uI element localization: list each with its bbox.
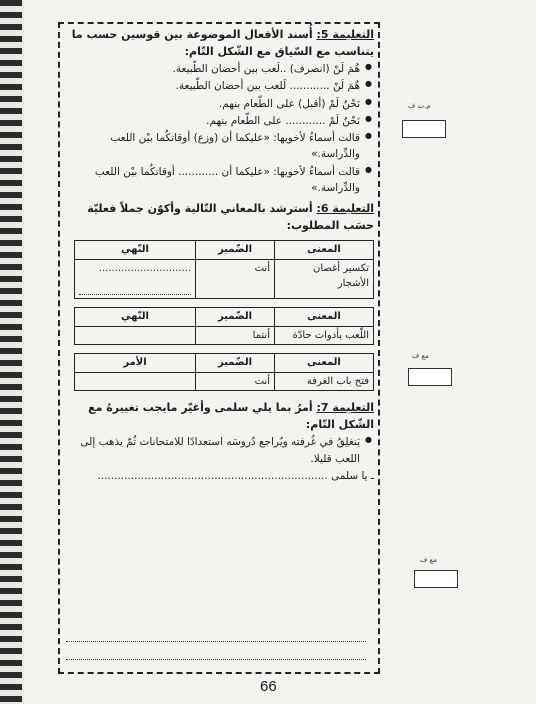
answer-line[interactable]: [79, 278, 191, 295]
table-cell-meaning: تكسير أغصان الأشجار: [275, 259, 374, 299]
task5-list: [62, 61, 374, 196]
table-cell-pronoun: أنت: [196, 259, 275, 299]
task5-title: [62, 26, 374, 60]
side-label-3: مع ف: [420, 556, 437, 564]
task6-label: التعليمة 6:: [316, 202, 374, 216]
table-cell-answer[interactable]: [75, 259, 196, 299]
table-header: المعنى: [275, 354, 374, 373]
table-cell-meaning: اللّعب بأدوات حادّة: [275, 326, 374, 345]
page-number: 66: [260, 678, 277, 695]
task6-instruction: أسترشد بالمعاني التّالية وأكوّن جملاً فعليّة حسَب المطلوب:: [87, 202, 374, 233]
list-item[interactable]: ● نَحْنُ لَمْ ............ على الطّعام بنهم.: [62, 113, 360, 129]
task6-table-3: [74, 353, 374, 391]
binding-holes: [0, 0, 22, 704]
table-cell-answer[interactable]: [75, 326, 196, 345]
list-item: ● هُمَ لَنْ (انصرف) ..لَعب بين أحضان الطّبيعة.: [62, 61, 360, 77]
list-item[interactable]: ● هُمَ لَنْ ............ لَلعب بين أحضان الطّبيعة.: [62, 78, 360, 94]
task6-title: [62, 200, 374, 234]
table-header: الضّمير: [196, 308, 275, 327]
table-cell-answer[interactable]: [75, 372, 196, 391]
table-cell-pronoun: أنتما: [196, 326, 275, 345]
table-header: الضّمير: [196, 241, 275, 260]
list-item: ● نَحْنُ لَمْ (أقبل) على الطّعام بنهم.: [62, 96, 360, 112]
task5-instruction: أُسند الأفعال الموضوعة بين قوسين حسب ما يتناسب مع السّياق مع الشّكل التّام:: [71, 28, 374, 59]
table-header: النّهي: [75, 241, 196, 260]
answer-line[interactable]: [66, 658, 366, 660]
list-item[interactable]: ● قالت أسماءُ لأخويها: «عليكما أن ............ أوقاتكُما بيْن اللعب والدِّراسة.»: [62, 164, 360, 197]
task7-list: [62, 434, 374, 467]
score-box-2[interactable]: [408, 368, 452, 386]
table-cell-pronoun: أنت: [196, 372, 275, 391]
task7-label: التعليمة 7:: [316, 401, 374, 415]
side-label-2: مع ف: [412, 352, 429, 360]
worksheet-content: [62, 26, 374, 485]
answer-dots: .............................: [98, 262, 191, 274]
task7-answer-start[interactable]: ـ يا سلمى .....................................................................: [97, 469, 374, 482]
list-item: ● يَنغلِقُ في غُرفته ويُراجع دُروسَه استعدادًا للامتحانات ثُمّ يذهب إلى اللعب قليلا.: [62, 434, 360, 467]
table-header: النّهي: [75, 308, 196, 327]
table-header: الضّمير: [196, 354, 275, 373]
task7-title: [62, 399, 374, 433]
task5-label: التعليمة 5:: [316, 28, 374, 41]
table-header: المعنى: [275, 241, 374, 260]
task6-table-1: [74, 240, 374, 299]
side-label-1: م.ت ف: [408, 102, 431, 110]
score-box-1[interactable]: [402, 120, 446, 138]
answer-line[interactable]: [66, 640, 366, 642]
table-header: المعنى: [275, 308, 374, 327]
table-cell-meaning: فتح باب الغرفة: [275, 372, 374, 391]
task6-table-2: [74, 307, 374, 345]
table-header: الأمر: [75, 354, 196, 373]
score-box-3[interactable]: [414, 570, 458, 588]
list-item: ● قالت أسماءُ لأخويها: «عليكما أن (وزع) أوقاتكُما بيْن اللعب والدِّراسة.»: [62, 130, 360, 163]
task7-instruction: أمرُ بما يلي سلمى وأغيّر مايجب تغييرهُ مع الشّكل التّام:: [88, 401, 374, 432]
